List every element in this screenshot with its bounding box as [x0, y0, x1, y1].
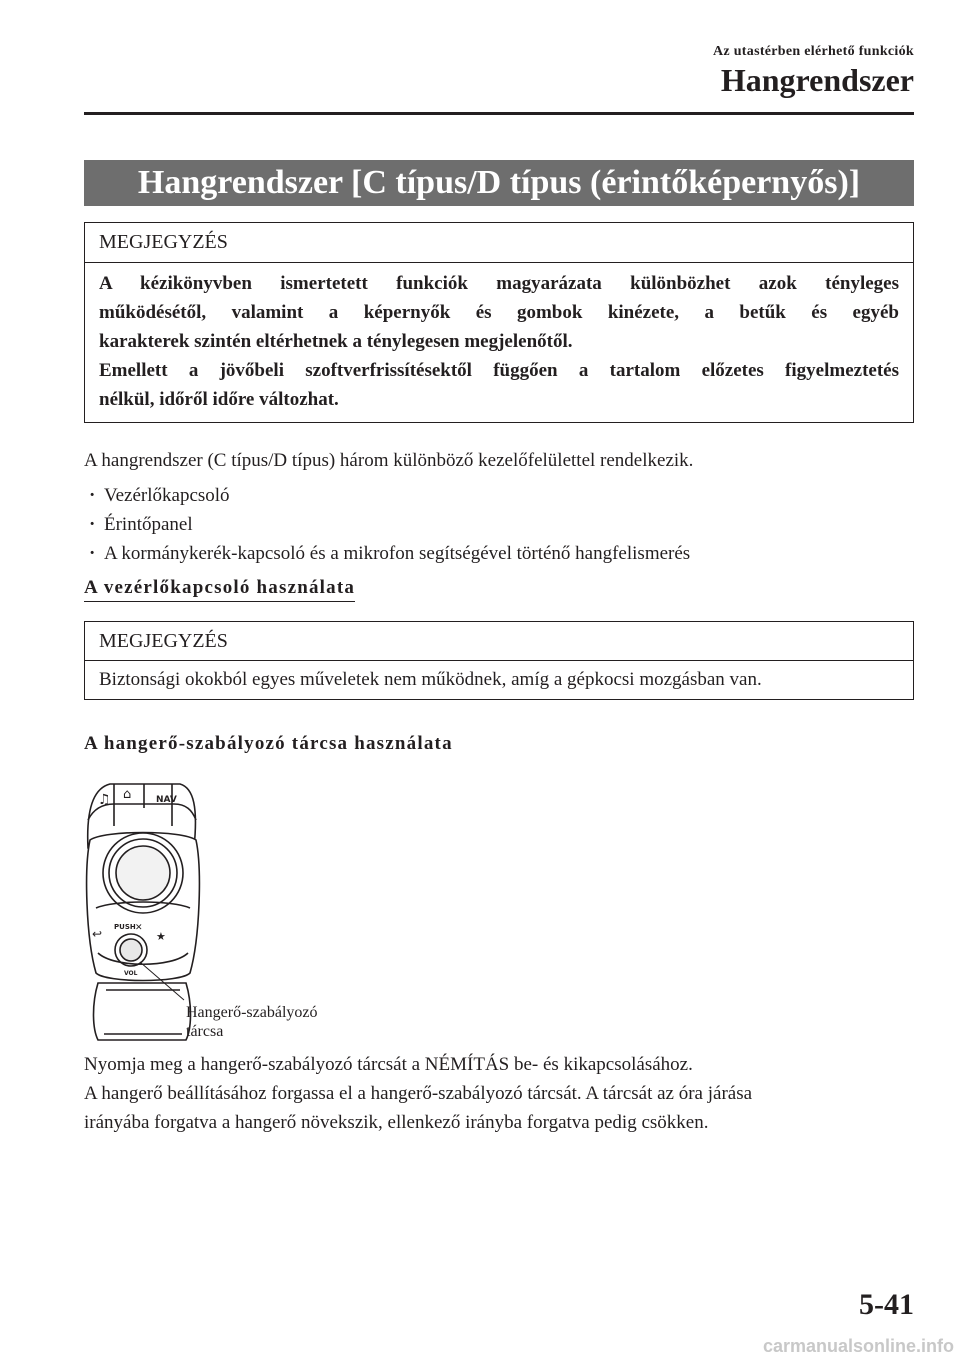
note-line: A kézikönyvben ismertetett funkciók magyarázata különbözhet azok tényleges: [99, 273, 899, 294]
note-heading: MEGJEGYZÉS: [85, 622, 913, 661]
intro-paragraph: A hangrendszer (C típus/D típus) három különböző kezelőfelülettel rendelkezik.: [84, 450, 694, 471]
watermark: carmanualsonline.info: [762, 1336, 954, 1356]
subheading-controller: A vezérlőkapcsoló használata: [84, 577, 355, 602]
volume-dial: [120, 939, 142, 961]
note-line: működésétől, valamint a képernyők és gombok kinézete, a betűk és egyéb: [99, 302, 899, 323]
callout-line: tárcsa: [186, 1023, 224, 1040]
note-body: [85, 263, 913, 422]
subheading-volume-dial: A hangerő-szabályozó tárcsa használata: [84, 733, 453, 754]
bullet-dot: ·: [89, 514, 96, 535]
note-line: karakterek szintén eltérhetnek a ténylegesen megjelenőtől.: [99, 331, 573, 352]
bullet-dot: ·: [89, 543, 96, 564]
push-label: PUSH: [114, 923, 136, 931]
section-title-banner: Hangrendszer [C típus/D típus (érintőképernyős)]: [84, 160, 914, 206]
bullet-dot: ·: [89, 485, 96, 506]
note-heading: MEGJEGYZÉS: [85, 223, 913, 263]
volume-dial-callout: [186, 1003, 318, 1041]
running-header-title: Hangrendszer: [720, 62, 914, 98]
favorite-star-icon: ★: [156, 930, 166, 943]
note-line: Emellett a jövőbeli szoftverfrissítésektől függően a tartalom előzetes figyelmeztetés: [99, 360, 899, 381]
body-line: Nyomja meg a hangerő-szabályozó tárcsát a NÉMÍTÁS be- és kikapcsolásához.: [84, 1054, 693, 1075]
body-line: irányába forgatva a hangerő növekszik, ellenkező irányba forgatva pedig csökken.: [84, 1112, 709, 1133]
back-icon: ↩: [92, 927, 103, 941]
body-paragraph: [84, 1050, 914, 1137]
note-box-disclaimer: [84, 222, 914, 423]
list-item: · A kormánykerék-kapcsoló és a mikrofon segítségével történő hangfelismerés: [84, 539, 690, 568]
commander-knob-top: [116, 846, 170, 900]
note-line: nélkül, időről időre változhat.: [99, 389, 339, 410]
note-box-safety: [84, 621, 914, 700]
header-rule: [84, 112, 914, 115]
vol-label: VOL: [124, 970, 138, 977]
callout-line: Hangerő-szabályozó: [186, 1004, 318, 1021]
nav-button-label: NAV: [156, 795, 177, 805]
list-item: · Vezérlőkapcsoló: [84, 481, 690, 510]
home-icon: ⌂: [123, 787, 132, 802]
running-header-chapter: Az utastérben elérhető funkciók: [713, 44, 914, 59]
interface-list: [84, 481, 690, 568]
page-number: 5-41: [859, 1288, 914, 1321]
palm-rest: [94, 983, 191, 1040]
body-line: A hangerő beállításához forgassa el a hangerő-szabályozó tárcsát. A tárcsát az óra járása: [84, 1083, 753, 1104]
list-item: · Érintőpanel: [84, 510, 690, 539]
music-icon: ♫: [98, 792, 111, 808]
note-body: Biztonsági okokból egyes műveletek nem működnek, amíg a gépkocsi mozgásban van.: [99, 669, 762, 690]
mute-icon: ✕: [135, 923, 143, 933]
